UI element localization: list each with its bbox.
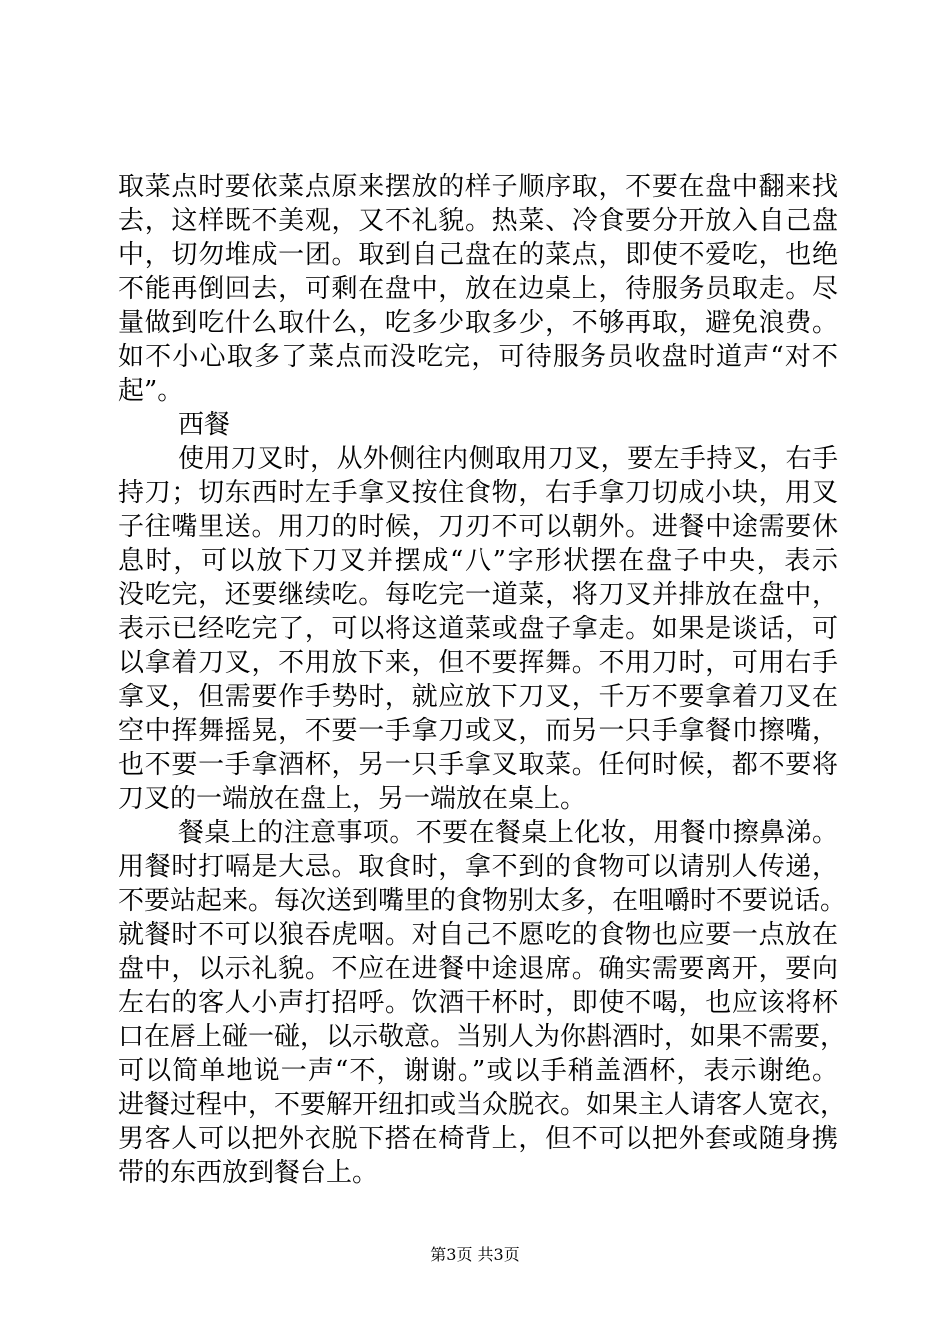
document-body <box>118 170 847 1190</box>
paragraph-line: 左右的客人小声打招呼。饮酒干杯时，即使不喝，也应该将杯 <box>118 988 838 1018</box>
paragraph-line: 息时，可以放下刀叉并摆成“八”字形状摆在盘子中央，表示 <box>118 546 838 576</box>
paragraph-line: 盘中，以示礼貌。不应在进餐中途退席。确实需要离开，要向 <box>118 954 838 984</box>
table-notes-paragraph <box>118 816 847 1190</box>
paragraph-line: 拿叉，但需要作手势时，就应放下刀叉，千万不要拿着刀叉在 <box>118 682 838 712</box>
paragraph-line: 子往嘴里送。用刀的时候，刀刃不可以朝外。进餐中途需要休 <box>118 512 838 542</box>
paragraph-line: 以拿着刀叉，不用放下来，但不要挥舞。不用刀时，可用右手 <box>118 648 838 678</box>
paragraph-line: 进餐过程中，不要解开纽扣或当众脱衣。如果主人请客人宽衣， <box>118 1090 847 1120</box>
paragraph-line: 餐桌上的注意事项。不要在餐桌上化妆，用餐巾擦鼻涕。 <box>178 818 838 848</box>
paragraph-line: 如不小心取多了菜点而没吃完，可待服务员收盘时道声“对不 <box>118 342 838 372</box>
paragraph-line: 空中挥舞摇晃，不要一手拿刀或叉，而另一只手拿餐巾擦嘴， <box>118 716 838 746</box>
buffet-paragraph <box>118 170 838 408</box>
paragraph-line: 就餐时不可以狼吞虎咽。对自己不愿吃的食物也应要一点放在 <box>118 920 838 950</box>
western-heading <box>118 408 838 442</box>
paragraph-line: 表示已经吃完了，可以将这道菜或盘子拿走。如果是谈话，可 <box>118 614 838 644</box>
section-heading: 西餐 <box>178 410 231 440</box>
paragraph-line: 可以简单地说一声“不，谢谢。”或以手稍盖酒杯，表示谢绝。 <box>118 1056 838 1086</box>
paragraph-line: 用餐时打嗝是大忌。取食时，拿不到的食物可以请别人传递， <box>118 852 838 882</box>
paragraph-line: 不能再倒回去，可剩在盘中，放在边桌上，待服务员取走。尽 <box>118 274 838 304</box>
paragraph-line: 去，这样既不美观，又不礼貌。热菜、冷食要分开放入自己盘 <box>118 206 838 236</box>
paragraph-line: 持刀；切东西时左手拿叉按住食物，右手拿刀切成小块，用叉 <box>118 478 838 508</box>
paragraph-line: 起”。 <box>118 376 184 406</box>
paragraph-line: 不要站起来。每次送到嘴里的食物别太多，在咀嚼时不要说话。 <box>118 886 847 916</box>
paragraph-line: 取菜点时要依菜点原来摆放的样子顺序取，不要在盘中翻来找 <box>118 172 838 202</box>
paragraph-line: 也不要一手拿酒杯，另一只手拿叉取菜。任何时候，都不要将 <box>118 750 838 780</box>
paragraph-line: 男客人可以把外衣脱下搭在椅背上，但不可以把外套或随身携 <box>118 1124 838 1154</box>
paragraph-line: 刀叉的一端放在盘上，另一端放在桌上。 <box>118 784 587 814</box>
knife-fork-paragraph <box>118 442 838 816</box>
page-number-footer: 第3页 共3页 <box>430 1245 520 1264</box>
paragraph-line: 没吃完，还要继续吃。每吃完一道菜，将刀叉并排放在盘中， <box>118 580 838 610</box>
paragraph-line: 量做到吃什么取什么，吃多少取多少，不够再取，避免浪费。 <box>118 308 838 338</box>
paragraph-line: 中，切勿堆成一团。取到自己盘在的菜点，即使不爱吃，也绝 <box>118 240 838 270</box>
paragraph-line: 带的东西放到餐台上。 <box>118 1158 379 1188</box>
paragraph-line: 使用刀叉时，从外侧往内侧取用刀叉，要左手持叉，右手 <box>178 444 838 474</box>
paragraph-line: 口在唇上碰一碰，以示敬意。当别人为你斟酒时，如果不需要， <box>118 1022 847 1052</box>
